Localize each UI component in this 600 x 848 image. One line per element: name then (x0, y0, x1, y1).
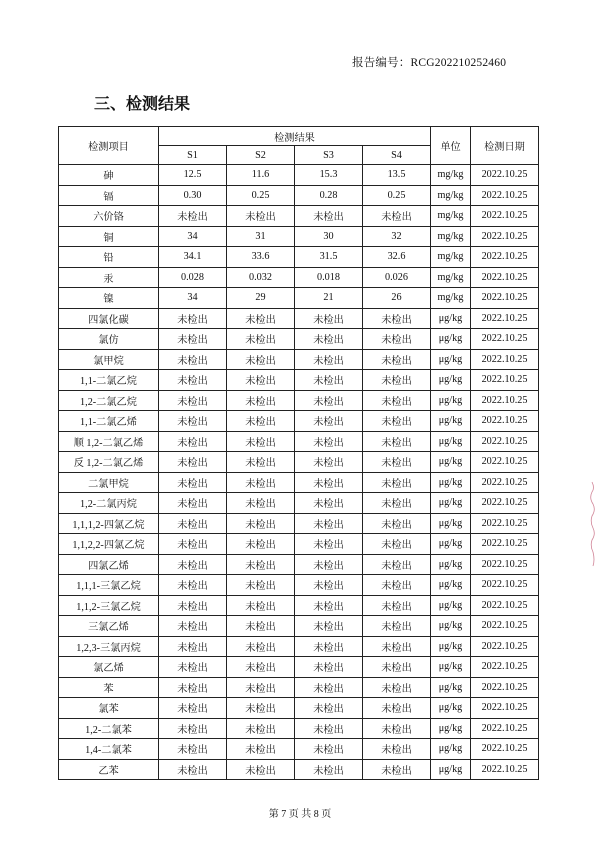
cell-s2: 33.6 (227, 247, 295, 268)
cell-item: 三氯乙烯 (59, 616, 159, 637)
cell-s3: 未检出 (295, 759, 363, 780)
cell-s4: 未检出 (363, 390, 431, 411)
cell-s2: 未检出 (227, 698, 295, 719)
cell-s4: 0.026 (363, 267, 431, 288)
cell-s2: 未检出 (227, 534, 295, 555)
cell-s1: 未检出 (159, 349, 227, 370)
cell-s3: 未检出 (295, 411, 363, 432)
cell-unit: μg/kg (431, 390, 471, 411)
header-sample: S2 (227, 146, 295, 165)
table-row (59, 493, 539, 514)
cell-unit: μg/kg (431, 698, 471, 719)
cell-s2: 未检出 (227, 616, 295, 637)
cell-s1: 未检出 (159, 636, 227, 657)
cell-date: 2022.10.25 (471, 308, 539, 329)
cell-s4: 未检出 (363, 308, 431, 329)
cell-unit: μg/kg (431, 431, 471, 452)
cell-item: 氯乙烯 (59, 657, 159, 678)
table-row (59, 431, 539, 452)
cell-s2: 未检出 (227, 554, 295, 575)
cell-item: 氯苯 (59, 698, 159, 719)
cell-s3: 未检出 (295, 698, 363, 719)
cell-unit: μg/kg (431, 657, 471, 678)
table-row (59, 349, 539, 370)
table-row (59, 595, 539, 616)
cell-date: 2022.10.25 (471, 165, 539, 186)
cell-unit: μg/kg (431, 411, 471, 432)
cell-s4: 未检出 (363, 534, 431, 555)
cell-unit: μg/kg (431, 329, 471, 350)
cell-item: 顺 1,2-二氯乙烯 (59, 431, 159, 452)
cell-s3: 未检出 (295, 431, 363, 452)
cell-s1: 未检出 (159, 554, 227, 575)
table-row (59, 513, 539, 534)
cell-unit: mg/kg (431, 288, 471, 309)
cell-s4: 未检出 (363, 677, 431, 698)
cell-s3: 未检出 (295, 452, 363, 473)
cell-s4: 26 (363, 288, 431, 309)
cell-unit: μg/kg (431, 677, 471, 698)
cell-s2: 0.25 (227, 185, 295, 206)
table-row (59, 267, 539, 288)
table-row (59, 308, 539, 329)
cell-s3: 未检出 (295, 513, 363, 534)
cell-s1: 未检出 (159, 616, 227, 637)
cell-s2: 未检出 (227, 759, 295, 780)
cell-s3: 未检出 (295, 616, 363, 637)
cell-s1: 未检出 (159, 206, 227, 227)
table-row (59, 165, 539, 186)
cell-s4: 13.5 (363, 165, 431, 186)
cell-date: 2022.10.25 (471, 657, 539, 678)
table-row (59, 288, 539, 309)
cell-s2: 未检出 (227, 308, 295, 329)
cell-s2: 未检出 (227, 493, 295, 514)
section-title: 三、检测结果 (94, 94, 191, 113)
table-row (59, 616, 539, 637)
cell-date: 2022.10.25 (471, 513, 539, 534)
page-footer: 第 7 页 共 8 页 (268, 809, 332, 820)
cell-date: 2022.10.25 (471, 616, 539, 637)
cell-s1: 未检出 (159, 411, 227, 432)
cell-s1: 34 (159, 288, 227, 309)
cell-s3: 未检出 (295, 370, 363, 391)
cell-s1: 未检出 (159, 575, 227, 596)
table-row (59, 247, 539, 268)
cell-date: 2022.10.25 (471, 431, 539, 452)
cell-item: 铅 (59, 247, 159, 268)
table-row (59, 636, 539, 657)
cell-date: 2022.10.25 (471, 288, 539, 309)
results-table (58, 126, 539, 780)
cell-s4: 未检出 (363, 636, 431, 657)
cell-unit: μg/kg (431, 739, 471, 760)
cell-item: 氯甲烷 (59, 349, 159, 370)
cell-item: 反 1,2-二氯乙烯 (59, 452, 159, 473)
cell-s4: 未检出 (363, 595, 431, 616)
cell-s3: 21 (295, 288, 363, 309)
cell-s2: 未检出 (227, 636, 295, 657)
cell-s1: 未检出 (159, 718, 227, 739)
cell-s3: 未检出 (295, 575, 363, 596)
cell-date: 2022.10.25 (471, 206, 539, 227)
table-row (59, 657, 539, 678)
cell-s4: 未检出 (363, 349, 431, 370)
cell-date: 2022.10.25 (471, 349, 539, 370)
cell-item: 1,2-二氯苯 (59, 718, 159, 739)
table-row (59, 739, 539, 760)
cell-s4: 未检出 (363, 452, 431, 473)
cell-s3: 30 (295, 226, 363, 247)
table-header-row (59, 127, 539, 146)
cell-date: 2022.10.25 (471, 493, 539, 514)
cell-s3: 未检出 (295, 718, 363, 739)
cell-item: 1,1,2,2-四氯乙烷 (59, 534, 159, 555)
cell-s2: 未检出 (227, 657, 295, 678)
cell-item: 镍 (59, 288, 159, 309)
table-row (59, 390, 539, 411)
cell-unit: μg/kg (431, 452, 471, 473)
table-row (59, 759, 539, 780)
cell-item: 1,2,3-三氯丙烷 (59, 636, 159, 657)
cell-s3: 0.28 (295, 185, 363, 206)
cell-s3: 未检出 (295, 349, 363, 370)
cell-date: 2022.10.25 (471, 534, 539, 555)
cell-item: 1,2-二氯丙烷 (59, 493, 159, 514)
table-row (59, 370, 539, 391)
table-row (59, 718, 539, 739)
cell-s2: 未检出 (227, 411, 295, 432)
cell-s2: 未检出 (227, 206, 295, 227)
cell-s1: 0.028 (159, 267, 227, 288)
cell-s1: 未检出 (159, 370, 227, 391)
cell-item: 乙苯 (59, 759, 159, 780)
cell-s4: 未检出 (363, 431, 431, 452)
cell-date: 2022.10.25 (471, 677, 539, 698)
table-row (59, 575, 539, 596)
header-unit: 单位 (431, 127, 471, 165)
header-sample: S1 (159, 146, 227, 165)
cell-s1: 未检出 (159, 739, 227, 760)
cell-item: 1,1,1,2-四氯乙烷 (59, 513, 159, 534)
cell-s2: 未检出 (227, 452, 295, 473)
cell-s3: 未检出 (295, 206, 363, 227)
cell-unit: μg/kg (431, 349, 471, 370)
table-row (59, 677, 539, 698)
report-number: 报告编号：RCG202210252460 (352, 57, 507, 69)
cell-unit: μg/kg (431, 370, 471, 391)
cell-item: 1,2-二氯乙烷 (59, 390, 159, 411)
cell-s4: 0.25 (363, 185, 431, 206)
cell-item: 四氯化碳 (59, 308, 159, 329)
cell-item: 镉 (59, 185, 159, 206)
cell-s4: 未检出 (363, 493, 431, 514)
cell-s1: 未检出 (159, 472, 227, 493)
cell-date: 2022.10.25 (471, 390, 539, 411)
cell-unit: μg/kg (431, 595, 471, 616)
cell-s1: 未检出 (159, 329, 227, 350)
cell-s1: 未检出 (159, 308, 227, 329)
cell-unit: mg/kg (431, 185, 471, 206)
cell-s3: 15.3 (295, 165, 363, 186)
cell-s2: 0.032 (227, 267, 295, 288)
cell-s2: 未检出 (227, 677, 295, 698)
header-results: 检测结果 (159, 127, 431, 146)
header-item: 检测项目 (59, 127, 159, 165)
cell-date: 2022.10.25 (471, 329, 539, 350)
cell-s2: 未检出 (227, 575, 295, 596)
table-body (59, 165, 539, 780)
cell-s1: 12.5 (159, 165, 227, 186)
cell-s4: 未检出 (363, 616, 431, 637)
cell-date: 2022.10.25 (471, 472, 539, 493)
cell-s1: 未检出 (159, 513, 227, 534)
cell-unit: mg/kg (431, 206, 471, 227)
cell-s3: 未检出 (295, 636, 363, 657)
cell-item: 二氯甲烷 (59, 472, 159, 493)
cell-date: 2022.10.25 (471, 226, 539, 247)
cell-s4: 未检出 (363, 554, 431, 575)
cell-unit: μg/kg (431, 308, 471, 329)
cell-date: 2022.10.25 (471, 636, 539, 657)
cell-s3: 未检出 (295, 308, 363, 329)
cell-s4: 未检出 (363, 657, 431, 678)
cell-s4: 未检出 (363, 759, 431, 780)
cell-s1: 未检出 (159, 493, 227, 514)
cell-s4: 未检出 (363, 411, 431, 432)
cell-item: 1,1,2-三氯乙烷 (59, 595, 159, 616)
header-sample: S3 (295, 146, 363, 165)
cell-s1: 0.30 (159, 185, 227, 206)
cell-unit: μg/kg (431, 636, 471, 657)
table-row (59, 698, 539, 719)
cell-item: 1,1,1-三氯乙烷 (59, 575, 159, 596)
cell-item: 砷 (59, 165, 159, 186)
handwritten-mark (586, 480, 598, 570)
table-row (59, 452, 539, 473)
cell-date: 2022.10.25 (471, 554, 539, 575)
cell-s4: 未检出 (363, 329, 431, 350)
header-sample: S4 (363, 146, 431, 165)
cell-s3: 未检出 (295, 493, 363, 514)
cell-unit: mg/kg (431, 247, 471, 268)
cell-s3: 未检出 (295, 657, 363, 678)
table-row (59, 226, 539, 247)
cell-unit: mg/kg (431, 165, 471, 186)
cell-date: 2022.10.25 (471, 247, 539, 268)
cell-s1: 未检出 (159, 534, 227, 555)
cell-item: 铜 (59, 226, 159, 247)
cell-s3: 未检出 (295, 534, 363, 555)
cell-s4: 未检出 (363, 370, 431, 391)
cell-unit: μg/kg (431, 759, 471, 780)
cell-s4: 32.6 (363, 247, 431, 268)
cell-unit: μg/kg (431, 493, 471, 514)
cell-s4: 未检出 (363, 472, 431, 493)
table-row (59, 411, 539, 432)
cell-s3: 未检出 (295, 554, 363, 575)
table-row (59, 534, 539, 555)
cell-date: 2022.10.25 (471, 739, 539, 760)
cell-date: 2022.10.25 (471, 370, 539, 391)
cell-s2: 31 (227, 226, 295, 247)
cell-item: 1,1-二氯乙烷 (59, 370, 159, 391)
cell-unit: μg/kg (431, 575, 471, 596)
cell-s3: 31.5 (295, 247, 363, 268)
cell-s2: 未检出 (227, 739, 295, 760)
cell-date: 2022.10.25 (471, 718, 539, 739)
cell-s2: 未检出 (227, 472, 295, 493)
cell-date: 2022.10.25 (471, 698, 539, 719)
cell-item: 1,1-二氯乙烯 (59, 411, 159, 432)
cell-s2: 未检出 (227, 370, 295, 391)
cell-item: 1,4-二氯苯 (59, 739, 159, 760)
cell-s3: 未检出 (295, 677, 363, 698)
cell-date: 2022.10.25 (471, 411, 539, 432)
cell-unit: μg/kg (431, 534, 471, 555)
cell-s2: 未检出 (227, 349, 295, 370)
cell-unit: μg/kg (431, 616, 471, 637)
cell-s2: 未检出 (227, 513, 295, 534)
cell-item: 汞 (59, 267, 159, 288)
cell-s1: 未检出 (159, 390, 227, 411)
cell-s3: 未检出 (295, 595, 363, 616)
table-row (59, 554, 539, 575)
cell-s1: 未检出 (159, 677, 227, 698)
cell-s2: 未检出 (227, 329, 295, 350)
cell-s1: 未检出 (159, 431, 227, 452)
cell-s4: 32 (363, 226, 431, 247)
cell-s4: 未检出 (363, 206, 431, 227)
cell-s4: 未检出 (363, 575, 431, 596)
header-date: 检测日期 (471, 127, 539, 165)
cell-s1: 未检出 (159, 657, 227, 678)
cell-unit: μg/kg (431, 513, 471, 534)
cell-item: 苯 (59, 677, 159, 698)
cell-s2: 未检出 (227, 431, 295, 452)
cell-s1: 未检出 (159, 595, 227, 616)
cell-unit: μg/kg (431, 472, 471, 493)
table-row (59, 472, 539, 493)
cell-date: 2022.10.25 (471, 452, 539, 473)
cell-unit: mg/kg (431, 226, 471, 247)
cell-s2: 未检出 (227, 718, 295, 739)
cell-item: 四氯乙烯 (59, 554, 159, 575)
cell-s3: 未检出 (295, 329, 363, 350)
cell-s3: 未检出 (295, 739, 363, 760)
cell-item: 氯仿 (59, 329, 159, 350)
cell-date: 2022.10.25 (471, 267, 539, 288)
cell-date: 2022.10.25 (471, 595, 539, 616)
cell-s1: 未检出 (159, 452, 227, 473)
cell-s4: 未检出 (363, 739, 431, 760)
cell-s1: 未检出 (159, 759, 227, 780)
cell-s3: 未检出 (295, 472, 363, 493)
cell-s4: 未检出 (363, 698, 431, 719)
cell-s3: 0.018 (295, 267, 363, 288)
cell-s2: 未检出 (227, 390, 295, 411)
cell-s1: 34.1 (159, 247, 227, 268)
cell-s3: 未检出 (295, 390, 363, 411)
cell-date: 2022.10.25 (471, 185, 539, 206)
cell-s2: 未检出 (227, 595, 295, 616)
cell-s2: 29 (227, 288, 295, 309)
cell-date: 2022.10.25 (471, 759, 539, 780)
table-row (59, 206, 539, 227)
cell-date: 2022.10.25 (471, 575, 539, 596)
cell-unit: mg/kg (431, 267, 471, 288)
cell-s1: 34 (159, 226, 227, 247)
cell-s1: 未检出 (159, 698, 227, 719)
cell-s2: 11.6 (227, 165, 295, 186)
cell-unit: μg/kg (431, 718, 471, 739)
cell-s4: 未检出 (363, 513, 431, 534)
table-row (59, 185, 539, 206)
cell-item: 六价铬 (59, 206, 159, 227)
cell-unit: μg/kg (431, 554, 471, 575)
table-row (59, 329, 539, 350)
cell-s4: 未检出 (363, 718, 431, 739)
